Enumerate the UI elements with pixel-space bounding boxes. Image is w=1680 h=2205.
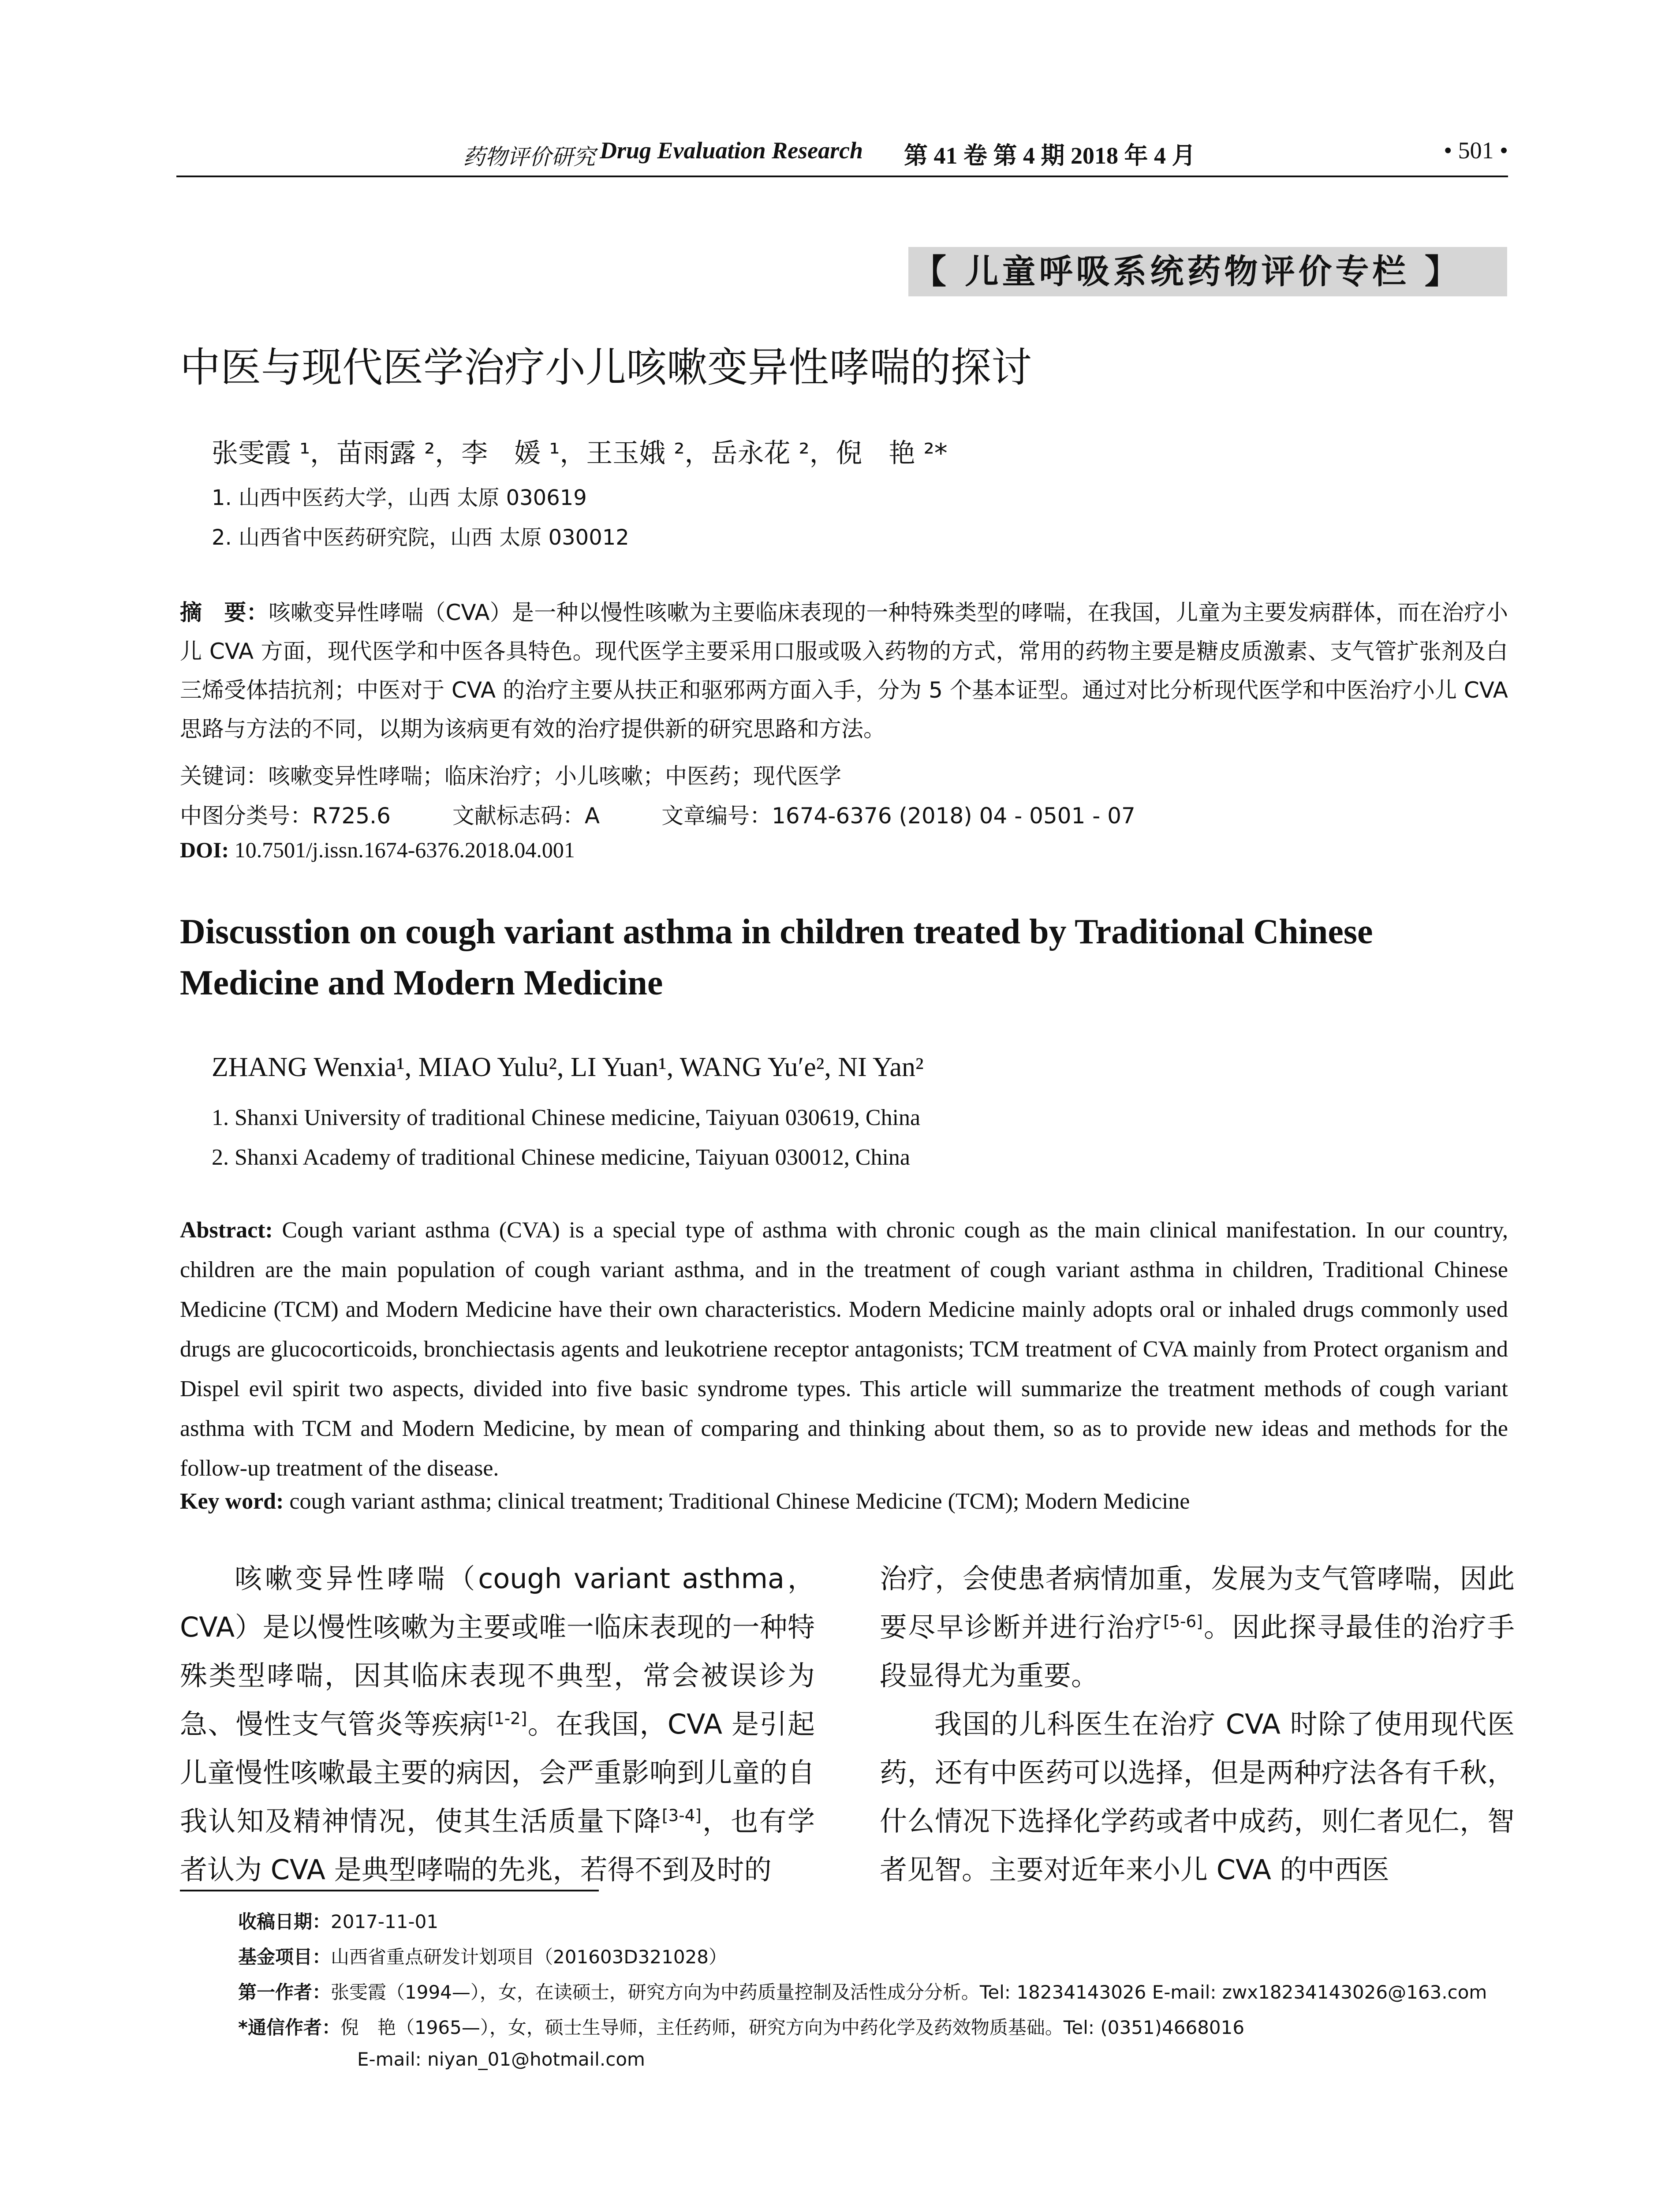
page-number: • 501 •: [1444, 137, 1508, 164]
affiliation-cn-1: 1. 山西中医药大学，山西 太原 030619: [212, 486, 587, 510]
header-rule: [176, 176, 1508, 177]
corresponding-email: E-mail: niyan_01@hotmail.com: [357, 2048, 645, 2070]
column-banner: 【 儿童呼吸系统药物评价专栏 】: [908, 247, 1507, 296]
fund-text: 山西省重点研发计划项目（201603D321028）: [331, 1946, 728, 1968]
running-header: [176, 132, 1508, 181]
footnote-corresponding: [238, 2013, 1244, 2040]
footnote-rule: [180, 1890, 599, 1891]
authors-en: ZHANG Wenxia¹, MIAO Yulu², LI Yuan¹, WANG Yu′e², NI Yan²: [212, 1052, 924, 1082]
footnote-first-author: [238, 1978, 1487, 2004]
journal-logo: 药物评价研究: [463, 144, 595, 170]
footnote-fund: [238, 1943, 727, 1969]
affiliation-cn-2: 2. 山西省中医药研究院，山西 太原 030012: [212, 525, 629, 550]
body-text: 咳嗽变异性哮喘（cough variant asthma，CVA）是以慢性咳嗽为主要或唯一临床表现的一种特殊类型哮喘，因其临床表现不典型，常会被误诊为急、慢性支气管炎等疾病: [180, 1562, 815, 1740]
clc-number: 中图分类号：R725.6: [180, 803, 391, 829]
affiliation-en-2: 2. Shanxi Academy of traditional Chinese medicine, Taiyuan 030012, China: [212, 1145, 910, 1170]
classification-line: [180, 798, 1197, 830]
body-paragraph: [180, 1555, 815, 1894]
title-cn: 中医与现代医学治疗小儿咳嗽变异性哮喘的探讨: [180, 344, 1032, 391]
keywords-en-text: cough variant asthma; clinical treatment; Traditional Chinese Medicine (TCM); Modern Medicine: [284, 1489, 1190, 1514]
first-author-text: 张雯霞（1994—），女，在读硕士，研究方向为中药质量控制及活性成分分析。Tel: 18234143026 E-mail: zwx18234143026@163.com: [331, 1981, 1487, 2003]
corresponding-label: *通信作者：: [238, 2017, 340, 2038]
authors-cn: 张雯霞 ¹，苗雨露 ²，李 媛 ¹，王玉娥 ²，岳永花 ²，倪 艳 ²*: [212, 438, 948, 469]
fund-label: 基金项目：: [238, 1946, 331, 1968]
abstract-cn-label: 摘 要：: [180, 600, 269, 625]
received-label: 收稿日期：: [238, 1911, 331, 1932]
body-right-column: [880, 1555, 1515, 1894]
citation: [3-4]: [662, 1805, 702, 1825]
doi-label: DOI:: [180, 837, 229, 862]
body-text: 。因此探寻最佳的治疗手段显得尤为重要。: [880, 1611, 1515, 1692]
footnote-received: [238, 1907, 438, 1934]
citation: [5-6]: [1163, 1611, 1203, 1631]
citation: [1-2]: [487, 1708, 527, 1728]
abstract-cn-text: 咳嗽变异性哮喘（CVA）是一种以慢性咳嗽为主要临床表现的一种特殊类型的哮喘，在我国，儿童为主要发病群体，而在治疗小儿 CVA 方面，现代医学和中医各具特色。现代医学主要采用口服或吸入药物的方式，常用的药物主要是糖皮质激素、支气管扩张剂及白三烯受体拮抗剂；中医对于 CVA 的治疗主要从扶正和驱邪两方面入手，分为 5 个基本证型。通过对比分析现代医学和中医治疗小儿 CVA 思路与方法的不同，以期为该病更有效的治疗提供新的研究思路和方法。: [180, 600, 1508, 742]
article-number: 文章编号：1674-6376 (2018) 04 - 0501 - 07: [661, 803, 1135, 829]
journal-name: Drug Evaluation Research: [600, 137, 863, 164]
received-date: 2017-11-01: [331, 1911, 439, 1932]
doi-value: 10.7501/j.issn.1674-6376.2018.04.001: [229, 837, 575, 862]
body-text: 治疗，会使患者病情加重，发展为支气管哮喘，因此要尽早诊断并进行治疗: [880, 1562, 1515, 1643]
abstract-en: [180, 1211, 1508, 1488]
title-en: Discusstion on cough variant asthma in children treated by Traditional Chinese Medicine and Modern Medicine: [180, 912, 1373, 1002]
keywords-en-label: Key word:: [180, 1489, 284, 1514]
body-text: 。在我国，CVA 是引起儿童慢性咳嗽最主要的病因，会严重影响到儿童的自我认知及精神情况，使其生活质量下降: [180, 1708, 815, 1837]
affiliation-en-1: 1. Shanxi University of traditional Chinese medicine, Taiyuan 030619, China: [212, 1105, 921, 1130]
body-text: ，也有学者认为 CVA 是典型哮喘的先兆，若得不到及时的: [180, 1805, 815, 1886]
keywords-en: [180, 1488, 1190, 1514]
abstract-en-text: Cough variant asthma (CVA) is a special type of asthma with chronic cough as the main clinical manifestation. In our country, children are the main population of cough variant asthma, and in the treatment of cough variant asthma in children, Traditional Chinese Medicine (TCM) and Modern Medicine have their own characteristics. Modern Medicine mainly adopts oral or inhaled drugs commonly used drugs are glucocorticoids, bronchiectasis agents and leukotriene receptor antagonists; TCM treatment of CVA mainly from Protect organism and Dispel evil spirit two aspects, divided into five basic syndrome types. This article will summarize the treatment methods of cough variant asthma with TCM and Modern Medicine, by mean of comparing and thinking about them, so as to provide new ideas and methods for the follow-up treatment of the disease.: [180, 1218, 1508, 1481]
body-left-column: [180, 1555, 815, 1894]
first-author-label: 第一作者：: [238, 1981, 331, 2003]
corresponding-text: 倪 艳（1965—），女，硕士生导师，主任药师，研究方向为中药化学及药效物质基础。Tel: (0351)4668016: [340, 2017, 1245, 2038]
abstract-en-label: Abstract:: [180, 1218, 273, 1243]
doi-line: [180, 837, 637, 863]
body-paragraph: [880, 1555, 1515, 1700]
keywords-cn-label: 关键词：: [180, 763, 268, 789]
abstract-cn: [180, 593, 1508, 748]
body-paragraph: 我国的儿科医生在治疗 CVA 时除了使用现代医药，还有中医药可以选择，但是两种疗法各有千秋，什么情况下选择化学药或者中成药，则仁者见仁，智者见智。主要对近年来小儿 CVA 的中西医: [880, 1708, 1515, 1886]
keywords-cn: [180, 759, 903, 790]
issue-info: 第 41 卷 第 4 期 2018 年 4 月: [904, 142, 1196, 169]
document-code: 文献标志码：A: [452, 803, 600, 829]
keywords-cn-text: 咳嗽变异性哮喘；临床治疗；小儿咳嗽；中医药；现代医学: [268, 763, 841, 789]
